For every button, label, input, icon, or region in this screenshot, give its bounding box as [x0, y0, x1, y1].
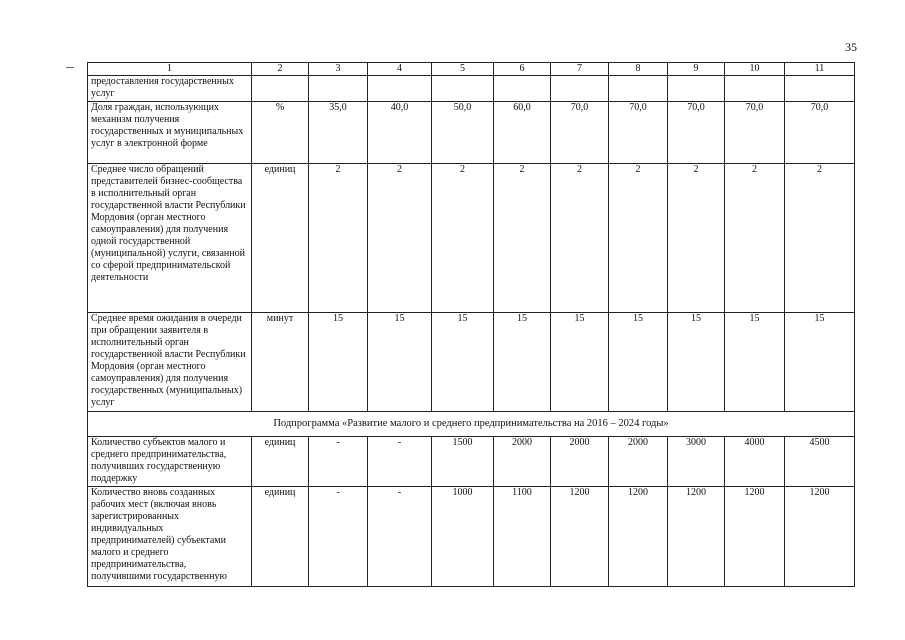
column-header: 4 — [368, 63, 432, 76]
value-cell: 2 — [785, 164, 855, 313]
value-cell: 2 — [725, 164, 785, 313]
value-cell: 4000 — [725, 437, 785, 487]
value-cell: 2000 — [609, 437, 668, 487]
value-cell: 70,0 — [785, 102, 855, 164]
indicator-unit: единиц — [252, 164, 309, 313]
value-cell: 15 — [494, 313, 551, 412]
indicator-label: Среднее время ожидания в очереди при обращении заявителя в исполнительный орган государственной власти Республики Мордовия (орган местного самоуправления) для получения государственных (муниципальных) услуг — [88, 313, 252, 412]
column-header: 3 — [309, 63, 368, 76]
table-row — [88, 102, 855, 164]
value-cell — [668, 76, 725, 102]
value-cell: 1500 — [432, 437, 494, 487]
column-header: 6 — [494, 63, 551, 76]
value-cell: 70,0 — [551, 102, 609, 164]
value-cell — [368, 76, 432, 102]
margin-mark — [66, 67, 74, 68]
value-cell: 15 — [668, 313, 725, 412]
column-header: 5 — [432, 63, 494, 76]
value-cell — [609, 76, 668, 102]
value-cell: 1200 — [785, 487, 855, 587]
value-cell: 2 — [494, 164, 551, 313]
column-header: 9 — [668, 63, 725, 76]
value-cell — [551, 76, 609, 102]
value-cell: 1200 — [609, 487, 668, 587]
table-row — [88, 437, 855, 487]
indicator-unit: минут — [252, 313, 309, 412]
value-cell: 1200 — [551, 487, 609, 587]
value-cell — [494, 76, 551, 102]
indicator-label: предоставления государственных услуг — [88, 76, 252, 102]
column-header: 7 — [551, 63, 609, 76]
value-cell: 2 — [551, 164, 609, 313]
header-row — [88, 63, 855, 76]
value-cell: 1100 — [494, 487, 551, 587]
value-cell: 40,0 — [368, 102, 432, 164]
indicator-unit: единиц — [252, 437, 309, 487]
value-cell: 2 — [432, 164, 494, 313]
value-cell: - — [368, 487, 432, 587]
indicator-label: Количество вновь созданных рабочих мест (включая вновь зарегистрированных индивидуальных предпринимателей) субъектами малого и среднего предпринимательства, получившими государственную — [88, 487, 252, 587]
value-cell — [309, 76, 368, 102]
indicator-unit — [252, 76, 309, 102]
value-cell — [432, 76, 494, 102]
table-row — [88, 313, 855, 412]
value-cell: 2 — [609, 164, 668, 313]
page-number: 35 — [845, 40, 857, 54]
subprogram-title: Подпрограмма «Развитие малого и среднего предпринимательства на 2016 – 2024 годы» — [88, 412, 855, 437]
value-cell: 70,0 — [668, 102, 725, 164]
subprogram-row — [88, 412, 855, 437]
value-cell — [725, 76, 785, 102]
indicator-unit: единиц — [252, 487, 309, 587]
value-cell: 4500 — [785, 437, 855, 487]
value-cell: 1200 — [725, 487, 785, 587]
value-cell: 15 — [551, 313, 609, 412]
value-cell: 60,0 — [494, 102, 551, 164]
value-cell: 1000 — [432, 487, 494, 587]
value-cell: 2000 — [494, 437, 551, 487]
value-cell: 2 — [668, 164, 725, 313]
value-cell: 15 — [309, 313, 368, 412]
value-cell: 2 — [368, 164, 432, 313]
value-cell: 15 — [785, 313, 855, 412]
value-cell — [785, 76, 855, 102]
value-cell: 3000 — [668, 437, 725, 487]
table-row — [88, 76, 855, 102]
indicator-unit: % — [252, 102, 309, 164]
value-cell: 1200 — [668, 487, 725, 587]
column-header: 11 — [785, 63, 855, 76]
value-cell: 2000 — [551, 437, 609, 487]
value-cell: 15 — [432, 313, 494, 412]
indicator-label: Среднее число обращений представителей бизнес-сообщества в исполнительный орган государственной власти Республики Мордовия (орган местного самоуправления) для получения одной государственной (муниципальной) услуги, связанной со сферой предпринимательской деятельности — [88, 164, 252, 313]
value-cell: - — [309, 487, 368, 587]
column-header: 2 — [252, 63, 309, 76]
value-cell: 70,0 — [725, 102, 785, 164]
column-header: 8 — [609, 63, 668, 76]
value-cell: 15 — [609, 313, 668, 412]
value-cell: - — [368, 437, 432, 487]
value-cell: 50,0 — [432, 102, 494, 164]
indicator-label: Доля граждан, использующих механизм получения государственных и муниципальных услуг в электронной форме — [88, 102, 252, 164]
column-header: 10 — [725, 63, 785, 76]
value-cell: 15 — [725, 313, 785, 412]
value-cell: - — [309, 437, 368, 487]
indicators-table — [87, 62, 855, 587]
column-header: 1 — [88, 63, 252, 76]
value-cell: 70,0 — [609, 102, 668, 164]
value-cell: 15 — [368, 313, 432, 412]
table-row — [88, 164, 855, 313]
indicator-label: Количество субъектов малого и среднего предпринимательства, получивших государственную поддержку — [88, 437, 252, 487]
value-cell: 35,0 — [309, 102, 368, 164]
value-cell: 2 — [309, 164, 368, 313]
table-row — [88, 487, 855, 587]
